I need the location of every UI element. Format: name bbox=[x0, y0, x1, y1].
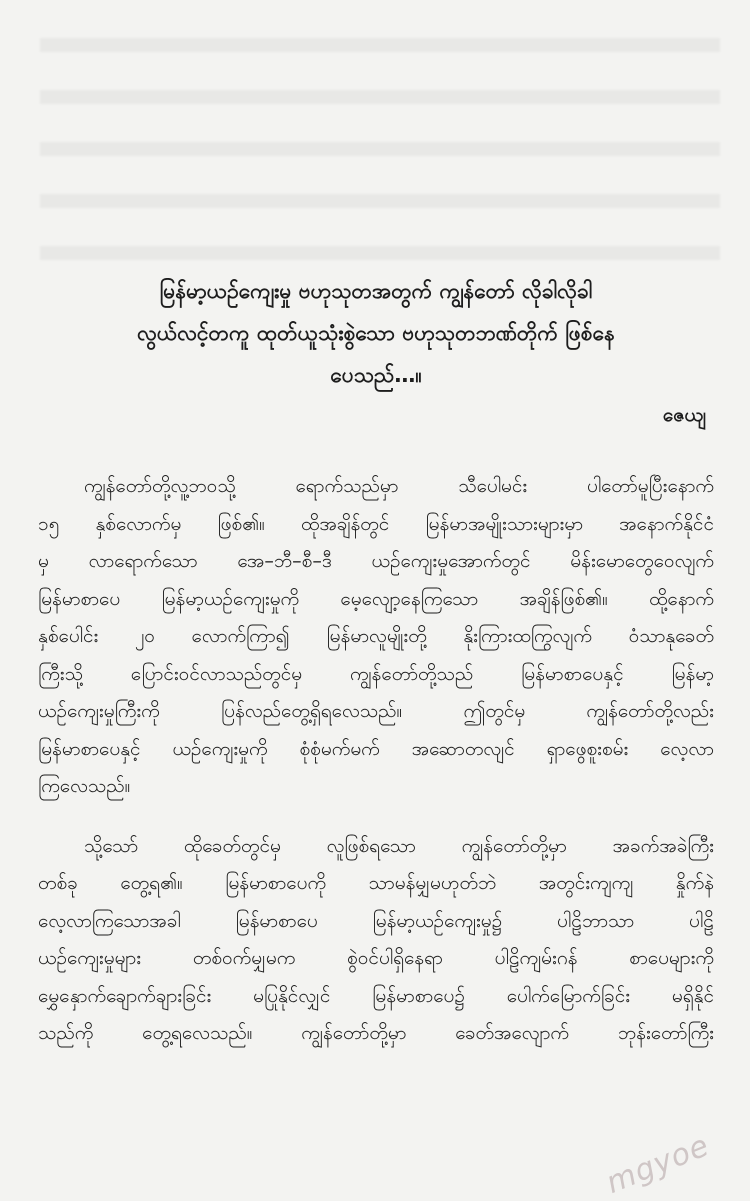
text-line: ၁၅ နှစ်လောက်မှ ဖြစ်၏။ ထိုအချိန်တွင် မြန်မာအမျိုးသားများမှာ အနောက်နိုင်ငံ bbox=[38, 512, 714, 535]
text-line: သို့သော် ထိုခေတ်တွင်မှ လူဖြစ်ရသော ကျွန်တော်တို့မှာ အခက်အခဲကြီး bbox=[84, 834, 714, 857]
text-line: မွှေနှောက်ချောက်ချားခြင်း မပြုနိုင်လျှင် မြန်မာစာပေ၌ ပေါက်မြောက်ခြင်း မရှိနိုင် bbox=[38, 984, 714, 1007]
epigraph-quote bbox=[38, 270, 714, 396]
quote-line: ပေသည်…။ bbox=[330, 363, 422, 387]
text-line: မြန်မာစာပေ မြန်မာ့ယဉ်ကျေးမှုကို မေ့လျော့နေကြသော အချိန်ဖြစ်၏။ ထို့နောက် bbox=[38, 587, 714, 610]
text-line: ယဉ်ကျေးမှုကြီးကို ပြန်လည်တွေ့ရှိရလေသည်။ ဤတွင်မှ ကျွန်တော်တို့လည်း bbox=[38, 700, 714, 722]
text-line: ယဉ်ကျေးမှုများ တစ်ဝက်မျှမက စွဲဝင်ပါရှိနေရာ ပါဠိကျမ်းဂန် စာပေများကို bbox=[38, 947, 714, 969]
text-line: မှ လာရောက်သော အေ–ဘီ–စီ–ဒီ ယဉ်ကျေးမှုအောက်တွင် မိန်းမောတွေဝေလျက် bbox=[38, 550, 714, 572]
page-bleed-through bbox=[40, 0, 720, 270]
text-line: သည်ကို တွေ့ရလေသည်။ ကျွန်တော်တို့မှာ ခေတ်အလျောက် ဘုန်းတော်ကြီး bbox=[38, 1022, 714, 1044]
quote-line: လွယ်လင့်တကူ ထုတ်ယူသုံးစွဲသော ဗဟုသုတဘဏ်တိုက် ဖြစ်နေ bbox=[137, 321, 615, 345]
text-line: ကြလေသည်။ bbox=[38, 775, 131, 797]
text-line: တစ်ခု တွေ့ရ၏။ မြန်မာစာပေကို သာမန်မျှမဟုတ်ဘဲ အတွင်းကျကျ နှိုက်နဲ bbox=[38, 872, 714, 894]
watermark: mgyoe bbox=[601, 1128, 715, 1201]
book-page bbox=[38, 270, 714, 1053]
text-line: လေ့လာကြသောအခါ မြန်မာစာပေ မြန်မာ့ယဉ်ကျေးမှု၌ ပါဠိဘာသာ ပါဠိ bbox=[38, 909, 714, 932]
text-line: ကြီးသို့ ပြောင်းဝင်လာသည်တွင်မှ ကျွန်တော်တို့သည် မြန်မာစာပေနှင့် မြန်မာ့ bbox=[38, 662, 714, 685]
quote-line: မြန်မာ့ယဉ်ကျေးမှု ဗဟုသုတအတွက် ကျွန်တော် လိုခါလိုခါ bbox=[159, 279, 593, 303]
text-line: ကျွန်တော်တို့လူ့ဘဝသို့ ရောက်သည်မှာ သီပေါမင်း ပါတော်မူပြီးနောက် bbox=[84, 475, 714, 497]
paragraph-2 bbox=[38, 828, 714, 1053]
text-line: မြန်မာစာပေနှင့် ယဉ်ကျေးမှုကို စုံစုံမက်မက် အဆောတလျင် ရှာဖွေစူးစမ်း လေ့လာ bbox=[38, 737, 714, 760]
text-line: နှစ်ပေါင်း ၂၀ လောက်ကြာ၍ မြန်မာလူမျိုးတို့ နိုးကြားထကြွလျက် ဝံသာနုခေတ် bbox=[38, 625, 714, 647]
quote-author: ဇေယျ bbox=[662, 404, 706, 426]
paragraph-1 bbox=[38, 468, 714, 806]
